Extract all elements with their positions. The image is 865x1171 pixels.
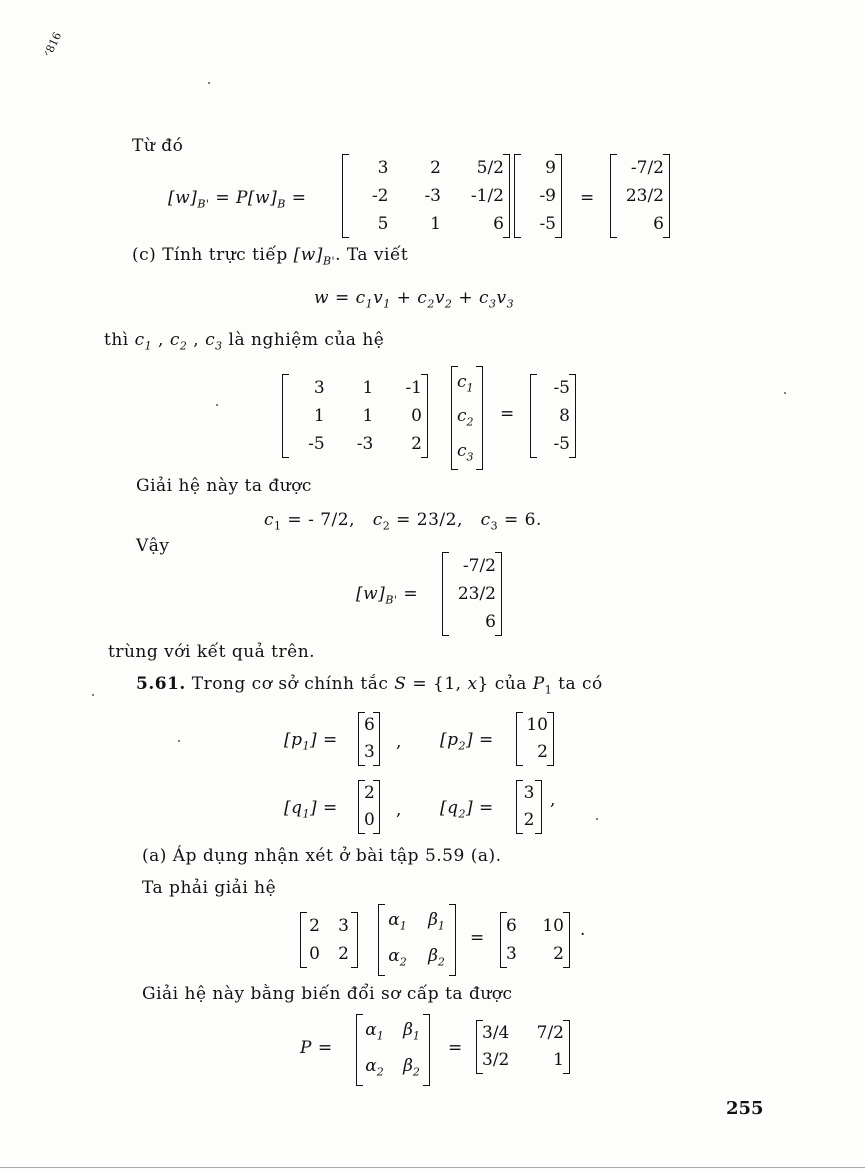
eq4-lhs: P = (300, 1038, 333, 1058)
scan-speck (178, 740, 180, 742)
matrix-eq4-R: 3/4 7/2 3/2 1 (476, 1020, 570, 1074)
page-number: 255 (726, 1098, 764, 1119)
matrix-sys2-B: 6 10 3 2 (500, 912, 570, 968)
matrix-P: 3 2 5/2 -2 -3 -1/2 5 1 6 (342, 154, 510, 238)
eq1-equals: = (580, 188, 595, 208)
q2-lhs: $[q_2]$ = (440, 798, 494, 821)
scan-speck (784, 392, 786, 394)
text-thi: thì $c_1$ , $c_2$ , $c_3$ là nghiệm của hệ (104, 330, 385, 353)
text-part-c: (c) Tính trực tiếp $[w]_{B'}$. Ta viết (132, 245, 409, 268)
text-giai-2: Giải hệ này bằng biến đổi sơ cấp ta được (142, 984, 513, 1004)
text-tu-do: Từ đó (132, 136, 184, 156)
vector-b: -5 8 -5 (530, 374, 576, 458)
vector-q1: 2 0 (358, 780, 380, 834)
vector-w: 9 -9 -5 (514, 154, 562, 238)
text-giai: Giải hệ này ta được (136, 476, 312, 496)
eq2-linear-combination: $w = c_1v_1 + c_2v_2 + c_3v_3$ (314, 288, 515, 311)
scan-speck (216, 404, 218, 406)
text-part-a: (a) Áp dụng nhận xét ở bài tập 5.59 (a). (142, 846, 502, 866)
vector-p1: 6 3 (358, 712, 380, 766)
q1-comma: , (396, 800, 402, 820)
sys1-equals: = (500, 404, 515, 424)
matrix-eq4-X: $\alpha_1$ $\beta_1$ $\alpha_2$ $\beta_2$ (356, 1014, 430, 1086)
exercise-5-61: 5.61. Trong cơ sở chính tắc S = {1, x} của $P_1$ ta có (136, 674, 603, 697)
margin-annotation: ᐟ816 (41, 30, 65, 59)
vector-p2: 10 2 (516, 712, 554, 766)
matrix-A: 3 1 -1 1 1 0 -5 -3 2 (282, 374, 428, 458)
solution-line: $c_1$ = - 7/2, $c_2 = 23/2$, $c_3 = 6$. (264, 510, 542, 533)
eq4-equals: = (448, 1038, 463, 1058)
scan-speck (92, 694, 94, 696)
eq3-lhs: $[w]_{B'}$ = (356, 584, 419, 607)
vector-result-2: -7/2 23/2 6 (442, 552, 502, 636)
q1-lhs: $[q_1]$ = (284, 798, 338, 821)
scan-speck (596, 818, 598, 820)
sys2-equals: = (470, 928, 485, 948)
scan-speck (208, 82, 210, 84)
p1-comma: , (396, 732, 402, 752)
matrix-sys2-X: $\alpha_1$ $\beta_1$ $\alpha_2$ $\beta_2$ (378, 904, 456, 976)
vector-q2: 3 2 (516, 780, 542, 834)
text-vay: Vậy (136, 536, 170, 556)
scan-bottom-edge (0, 1167, 865, 1168)
text-ta-phai: Ta phải giải hệ (142, 878, 277, 898)
text-trung: trùng với kết quả trên. (108, 642, 316, 662)
p2-lhs: $[p_2]$ = (440, 730, 494, 753)
matrix-sys2-A: 2 3 0 2 (300, 912, 358, 968)
eq1-lhs: $[w]_{B'} = P[w]_B$ = (168, 188, 307, 211)
vector-c: $c_1$ $c_2$ $c_3$ (451, 366, 483, 470)
q2-comma: , (550, 790, 556, 810)
p1-lhs: $[p_1]$ = (284, 730, 338, 753)
sys2-period: . (580, 920, 586, 940)
vector-result-1: -7/2 23/2 6 (610, 154, 670, 238)
